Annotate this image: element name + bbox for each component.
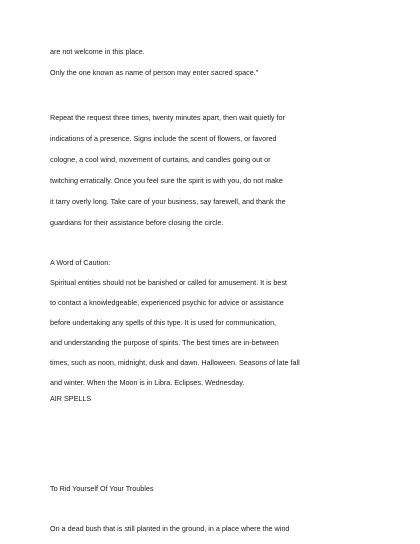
text-line: Only the one known as name of person may enter sacred space."	[50, 68, 259, 77]
text-line: On a dead bush that is still planted in the ground, in a place where the wind	[50, 524, 290, 533]
text-line: it tarry overly long. Take care of your business, say farewell, and thank the	[50, 197, 286, 206]
text-line: to contact a knowledgeable, experienced psychic for advice or assistance	[50, 298, 284, 307]
text-line: and understanding the purpose of spirits. The best times are in-between	[50, 338, 279, 347]
text-line: and winter. When the Moon is in Libra. Eclipses. Wednesday.	[50, 378, 245, 387]
text-line: times, such as noon, midnight, dusk and dawn. Halloween. Seasons of late fall	[50, 358, 300, 367]
section-heading: To Rid Yourself Of Your Troubles	[50, 484, 154, 493]
text-line: Spiritual entities should not be banished or called for amusement. It is best	[50, 278, 287, 287]
section-heading: A Word of Caution:	[50, 258, 111, 267]
text-line: before undertaking any spells of this type. It is used for communication,	[50, 318, 277, 327]
text-line: Repeat the request three times, twenty minutes apart, then wait quietly for	[50, 113, 285, 122]
text-line: twitching erratically. Once you feel sure the spirit is with you, do not make	[50, 176, 283, 185]
text-line: indications of a presence. Signs include the scent of flowers, or favored	[50, 134, 277, 143]
text-line: cologne, a cool wind, movement of curtains, and candles going out or	[50, 155, 271, 164]
text-line: guardians for their assistance before closing the circle.	[50, 218, 224, 227]
section-heading: AIR SPELLS	[50, 394, 92, 403]
text-line: are not welcome in this place.	[50, 47, 145, 56]
